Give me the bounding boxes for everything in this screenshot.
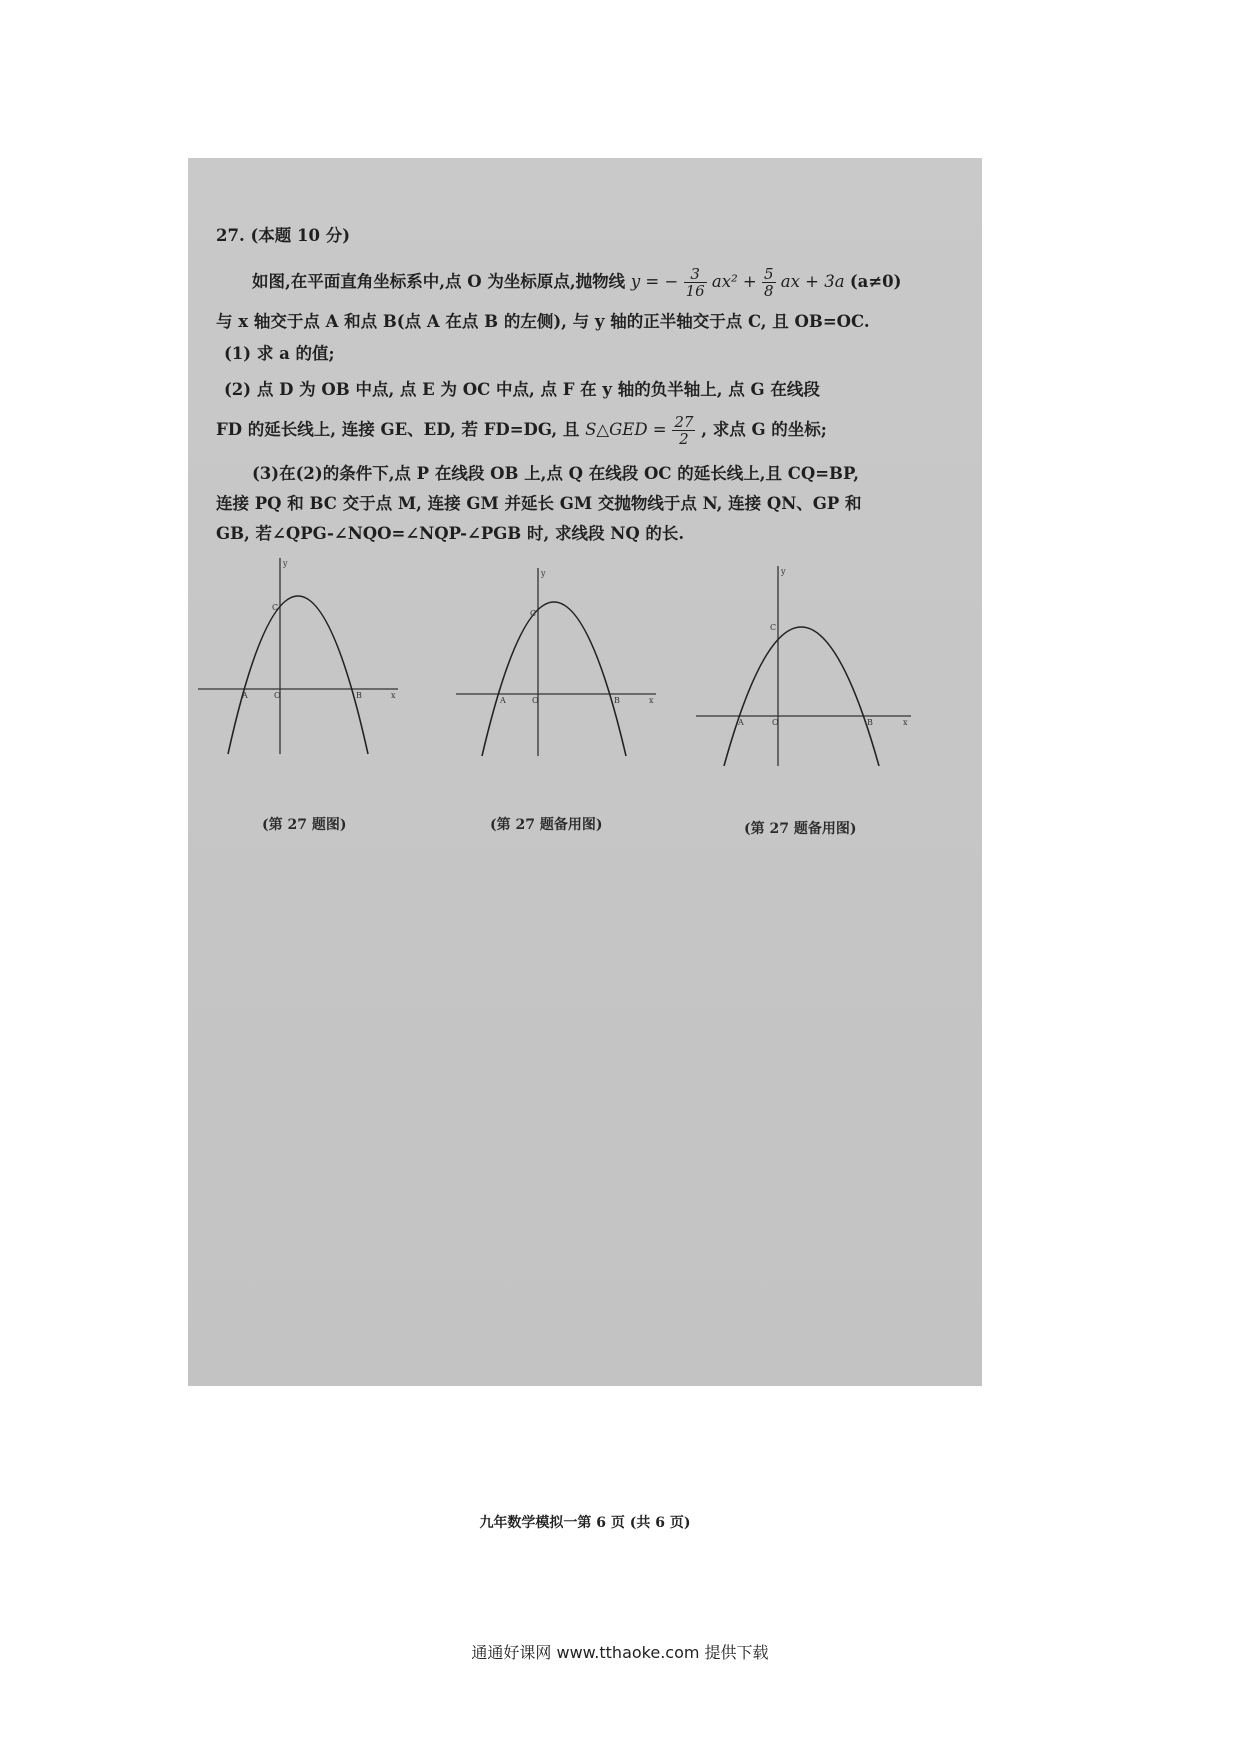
origin-label: O (532, 696, 539, 705)
point-a-label: A (738, 718, 744, 727)
fraction-den: 8 (764, 282, 774, 300)
fraction-den: 2 (679, 430, 689, 448)
parabola-curve (228, 596, 368, 754)
point-a-label: A (500, 696, 506, 705)
y-axis-label: y (781, 567, 786, 576)
origin-label: O (772, 718, 779, 727)
formula-term2: ax + 3a (780, 272, 845, 291)
area-label: S△GED = (585, 420, 667, 439)
fraction-num: 27 (674, 413, 694, 431)
fraction-5-8 (762, 266, 776, 299)
site-watermark: 通通好课网 www.tthaoke.com 提供下载 (471, 1643, 769, 1662)
formula-term1: ax² + (711, 272, 757, 291)
intro-tail: (a≠0) (849, 272, 902, 291)
fraction-den: 16 (685, 282, 705, 300)
figure-2-caption: (第 27 题备用图) (490, 817, 603, 833)
part3-line2: 连接 PQ 和 BC 交于点 M, 连接 GM 并延长 GM 交抛物线于点 N, 连接 QN、GP 和 (216, 494, 862, 513)
part2-line2-end: , 求点 G 的坐标; (701, 420, 827, 439)
point-b-label: B (356, 691, 362, 700)
question-intro (252, 266, 901, 299)
fraction-3-16 (684, 266, 707, 299)
x-axis-label: x (903, 718, 908, 727)
y-axis-label: y (283, 559, 288, 568)
part2-line2-start: FD 的延长线上, 连接 GE、ED, 若 FD=DG, 且 (216, 420, 580, 439)
fraction-num: 5 (764, 265, 774, 283)
figure-2-graph (456, 558, 666, 758)
y-axis-label: y (541, 569, 546, 578)
parabola-formula (630, 265, 850, 300)
x-axis-label: x (649, 696, 654, 705)
exam-page-photo (188, 158, 982, 1531)
parabola-curve (482, 602, 626, 756)
page-footer: 九年数学模拟一第 6 页 (共 6 页) (479, 1515, 691, 1531)
point-c-label: C (530, 609, 537, 618)
point-c-label: C (272, 603, 279, 612)
part3-line3: GB, 若∠QPG-∠NQO=∠NQP-∠PGB 时, 求线段 NQ 的长. (216, 524, 685, 543)
formula-y: y = − (630, 272, 679, 291)
part2-line2 (216, 414, 827, 447)
point-b-label: B (867, 718, 873, 727)
figure-3-graph (696, 566, 916, 766)
figure-1-caption: (第 27 题图) (262, 817, 347, 833)
point-c-label: C (770, 623, 777, 632)
figure-1-graph (198, 558, 408, 758)
part3-line1: (3)在(2)的条件下,点 P 在线段 OB 上,点 Q 在线段 OC 的延长线上,且 CQ=BP, (252, 464, 860, 483)
x-axis-label: x (391, 691, 396, 700)
question-header: 27. (本题 10 分) (216, 226, 351, 245)
point-b-label: B (614, 696, 620, 705)
part1: (1) 求 a 的值; (224, 344, 335, 363)
question-line2: 与 x 轴交于点 A 和点 B(点 A 在点 B 的左侧), 与 y 轴的正半轴交于点 C, 且 OB=OC. (216, 312, 870, 331)
intro-text: 如图,在平面直角坐标系中,点 O 为坐标原点,抛物线 (252, 272, 626, 291)
fraction-num: 3 (684, 266, 707, 283)
figure-3-caption: (第 27 题备用图) (744, 821, 857, 837)
point-a-label: A (242, 691, 248, 700)
parabola-curve (724, 627, 879, 766)
part2-line1: (2) 点 D 为 OB 中点, 点 E 为 OC 中点, 点 F 在 y 轴的负半轴上, 点 G 在线段 (224, 380, 820, 399)
origin-label: O (274, 691, 281, 700)
fraction-27-2 (672, 414, 695, 447)
